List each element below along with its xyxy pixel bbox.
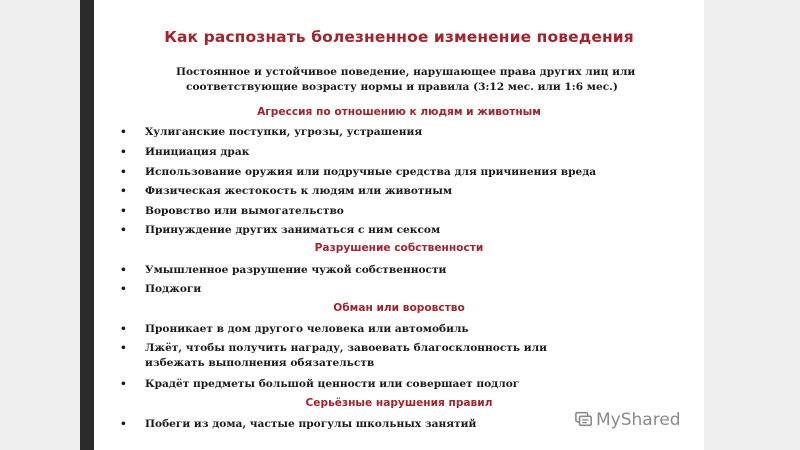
list-item: • Проникает в дом другого человека или автомобиль <box>120 323 469 335</box>
myshared-logo-icon <box>575 410 593 428</box>
section-heading-rules: Серьёзные нарушения правил <box>305 397 493 409</box>
list-item: • Умышленное разрушение чужой собственности <box>120 264 447 276</box>
slide-title: Как распознать болезненное изменение поведения <box>164 28 634 46</box>
list-item: • Хулиганские поступки, угрозы, устрашения <box>120 126 423 138</box>
list-item: • Использование оружия или подручные средства для причинения вреда <box>120 166 597 178</box>
bullet: • <box>120 205 127 217</box>
intro-text <box>176 65 646 95</box>
list-item: • Крадёт предметы большой ценности или совершает подлог <box>120 378 520 390</box>
bullet: • <box>120 126 127 138</box>
bullet: • <box>120 418 127 430</box>
bullet: • <box>120 224 127 236</box>
bullet: • <box>120 323 127 335</box>
section-heading-deceit: Обман или воровство <box>333 302 465 314</box>
myshared-watermark <box>575 410 681 430</box>
list-item: • Лжёт, чтобы получить награду, завоевать благосклонность или избежать выполнения обязательств <box>120 342 547 369</box>
intro-line-2: соответствующие возрасту нормы и правила (3:12 мес. или 1:6 мес.) <box>186 81 618 93</box>
list-item: • Инициация драк <box>120 146 250 158</box>
list-item: • Физическая жестокость к людям или животным <box>120 185 453 197</box>
bullet: • <box>120 342 127 354</box>
bullet: • <box>120 185 127 197</box>
slide <box>94 0 704 450</box>
list-item: • Принуждение других заниматься с ним сексом <box>120 224 441 236</box>
bullet: • <box>120 146 127 158</box>
bullet: • <box>120 264 127 276</box>
bullet: • <box>120 166 127 178</box>
watermark-text: MyShared <box>596 410 681 430</box>
list-item: • Побеги из дома, частые прогулы школьных занятий <box>120 418 477 430</box>
list-item: • Воровство или вымогательство <box>120 205 344 217</box>
slide-left-border <box>80 0 94 450</box>
section-heading-property: Разрушение собственности <box>314 242 484 254</box>
bullet: • <box>120 283 127 295</box>
section-heading-aggression: Агрессия по отношению к людям и животным <box>257 106 541 118</box>
bullet: • <box>120 378 127 390</box>
intro-line-1: Постоянное и устойчивое поведение, нарушающее права других лиц или <box>176 66 636 78</box>
list-item: • Поджоги <box>120 283 202 295</box>
